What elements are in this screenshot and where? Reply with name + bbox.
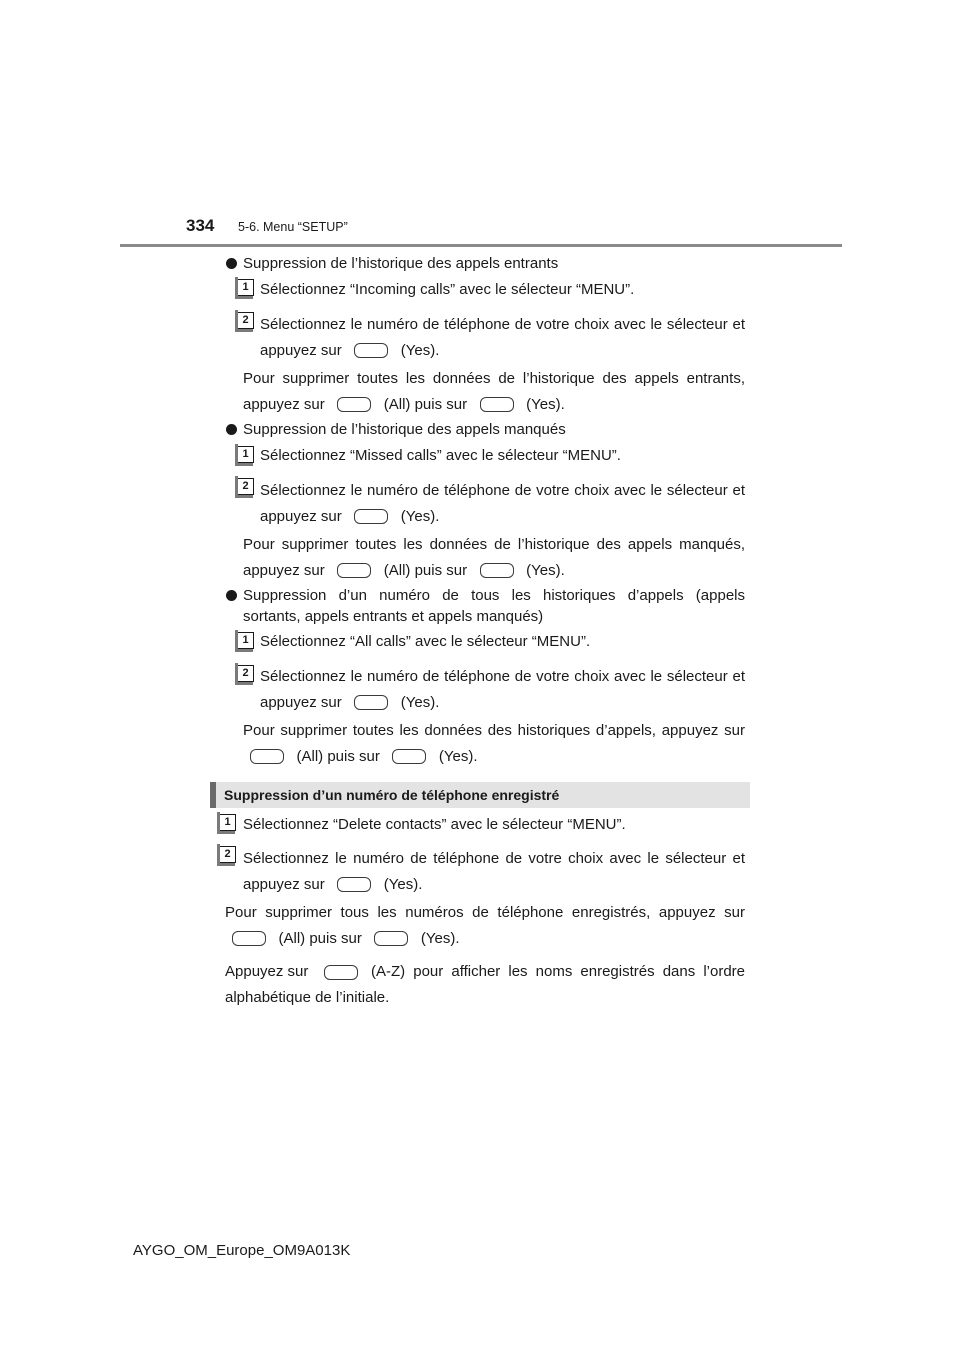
section2-note1-line1: Pour supprimer tous les numéros de téléphone enregistrés, appuyez sur: [225, 904, 745, 921]
yes-button-icon: [480, 397, 514, 412]
block3-step1: Sélectionnez “All calls” avec le sélecteur “MENU”.: [260, 633, 591, 650]
yes-button-icon: [337, 877, 371, 892]
step-number-badge: 2: [237, 665, 254, 682]
bullet-icon: [226, 258, 237, 269]
block3-note-line2: (All) puis sur (Yes).: [250, 748, 478, 765]
section2-note1-line2: (All) puis sur (Yes).: [232, 930, 460, 947]
yes-button-icon: [392, 749, 426, 764]
bullet-icon: [226, 424, 237, 435]
block1-step2-line1: Sélectionnez le numéro de téléphone de votre choix avec le sélecteur et: [260, 316, 745, 333]
section2-note2-pre: Appuyez sur: [225, 963, 309, 980]
section2-step2-line1: Sélectionnez le numéro de téléphone de votre choix avec le sélecteur et: [243, 850, 745, 867]
block1-step2-line2: appuyez sur (Yes).: [260, 342, 440, 359]
step-number-badge: 1: [237, 446, 254, 463]
yes-button-icon: [480, 563, 514, 578]
block2-step2-line2: appuyez sur (Yes).: [260, 508, 440, 525]
section2-note2-line1: (A-Z) pour afficher les noms enregistrés dans l’ordre: [371, 963, 745, 980]
step-number-badge: 1: [219, 814, 236, 831]
block3-note-line1: Pour supprimer toutes les données des historiques d’appels, appuyez sur: [243, 722, 745, 739]
step-number-badge: 2: [219, 846, 236, 863]
block2-step1: Sélectionnez “Missed calls” avec le sélecteur “MENU”.: [260, 447, 621, 464]
block3-title-line1: Suppression d’un numéro de tous les historiques d’appels (appels: [243, 587, 745, 604]
block3-step2-line1: Sélectionnez le numéro de téléphone de votre choix avec le sélecteur et: [260, 668, 745, 685]
section2-step2-line2: appuyez sur (Yes).: [243, 876, 423, 893]
block2-note-line1: Pour supprimer toutes les données de l’historique des appels manqués,: [243, 536, 745, 553]
section2-note2-line2: alphabétique de l’initiale.: [225, 989, 390, 1006]
a-z-button-icon: [324, 965, 358, 980]
page-number: 334: [186, 216, 215, 235]
section-title: 5-6. Menu “SETUP”: [238, 220, 348, 234]
block1-title: Suppression de l’historique des appels entrants: [243, 255, 559, 272]
bullet-icon: [226, 590, 237, 601]
yes-button-icon: [354, 509, 388, 524]
all-button-icon: [337, 397, 371, 412]
yes-button-icon: [374, 931, 408, 946]
block2-title: Suppression de l’historique des appels manqués: [243, 421, 566, 438]
section-heading: Suppression d’un numéro de téléphone enregistré: [224, 787, 560, 803]
block1-note-line1: Pour supprimer toutes les données de l’historique des appels entrants,: [243, 370, 745, 387]
document-code: AYGO_OM_Europe_OM9A013K: [133, 1242, 351, 1259]
yes-button-icon: [354, 343, 388, 358]
step-number-badge: 2: [237, 478, 254, 495]
section2-step1: Sélectionnez “Delete contacts” avec le sélecteur “MENU”.: [243, 816, 626, 833]
header-rule: [120, 244, 842, 247]
block3-title-line2: sortants, appels entrants et appels manqués): [243, 608, 544, 625]
block1-step1: Sélectionnez “Incoming calls” avec le sélecteur “MENU”.: [260, 281, 635, 298]
step-number-badge: 2: [237, 312, 254, 329]
all-button-icon: [337, 563, 371, 578]
block3-step2-line2: appuyez sur (Yes).: [260, 694, 440, 711]
block2-note-line2: appuyez sur (All) puis sur (Yes).: [243, 562, 565, 579]
step-number-badge: 1: [237, 632, 254, 649]
all-button-icon: [232, 931, 266, 946]
block2-step2-line1: Sélectionnez le numéro de téléphone de votre choix avec le sélecteur et: [260, 482, 745, 499]
block1-note-line2: appuyez sur (All) puis sur (Yes).: [243, 396, 565, 413]
step-number-badge: 1: [237, 279, 254, 296]
yes-button-icon: [354, 695, 388, 710]
all-button-icon: [250, 749, 284, 764]
